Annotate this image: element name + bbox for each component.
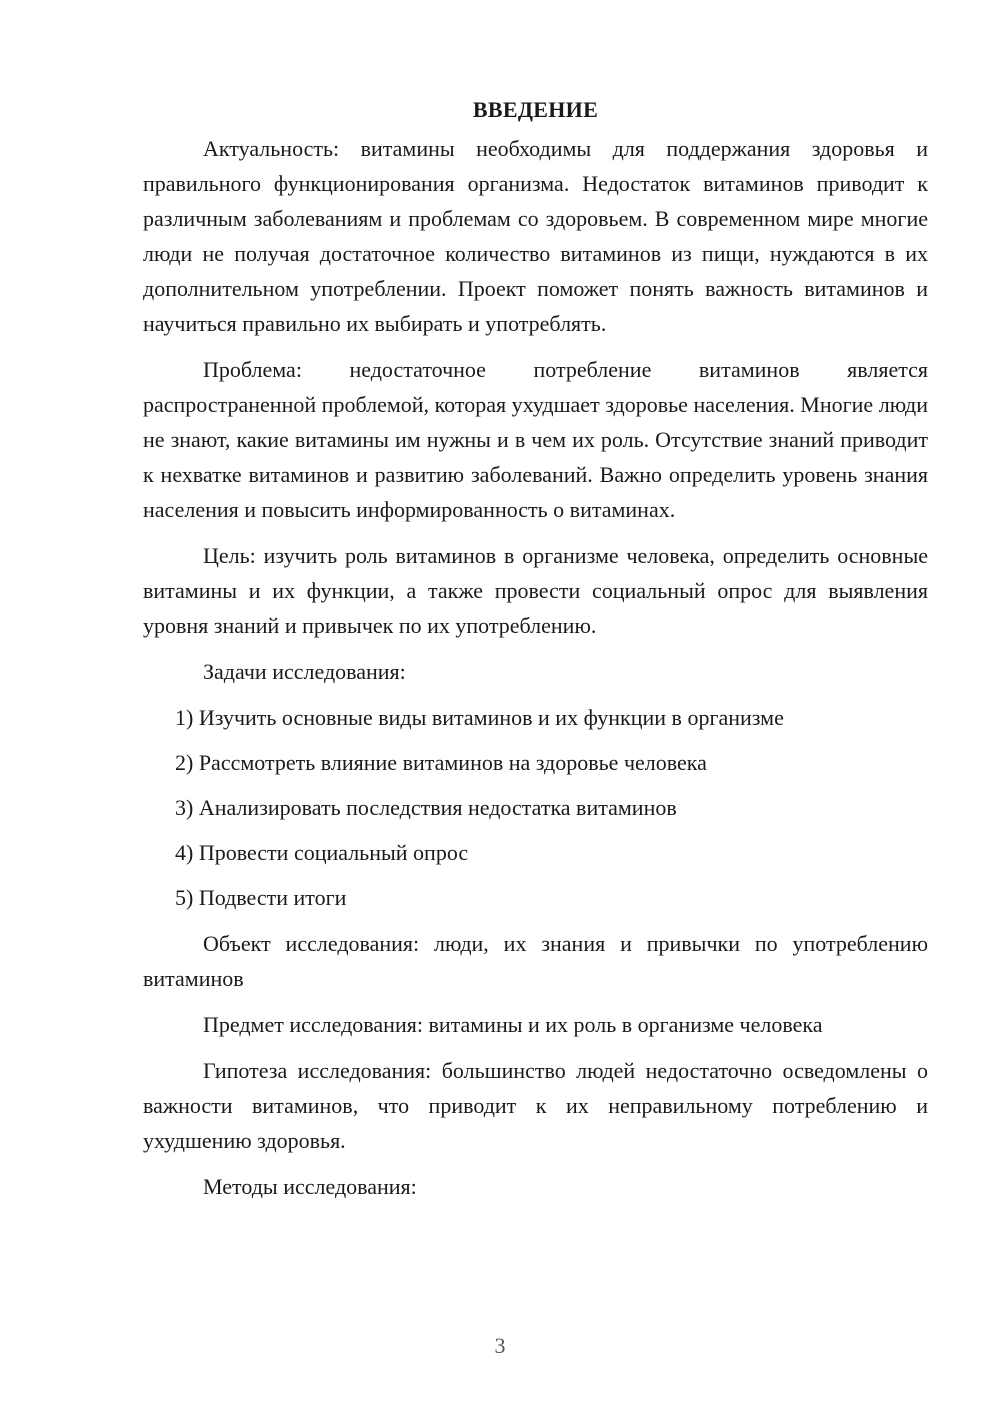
subject-paragraph: Предмет исследования: витамины и их роль в организме человека [203, 1012, 823, 1037]
list-item: 5) Подвести итоги [175, 885, 347, 910]
list-item: 1) Изучить основные виды витаминов и их функции в организме [175, 705, 784, 730]
list-item: 3) Анализировать последствия недостатка витаминов [175, 795, 677, 820]
tasks-heading: Задачи исследования: [203, 659, 406, 684]
methods-heading: Методы исследования: [203, 1174, 417, 1199]
page-number: 3 [494, 1333, 506, 1358]
goal-paragraph: Цель: изучить роль витаминов в организме человека, определить основные витамины и их функции, а также провести социальный опрос для выявления уровня знаний и привычек по их употреблению. [143, 543, 928, 638]
problem-paragraph: Проблема: недостаточное потребление витаминов является распространенной проблемой, которая ухудшает здоровье населения. Многие люди не знают, какие витамины им нужны и в чем их роль. Отсутствие знаний приводит к нехватке витаминов и развитию заболеваний. Важно определить уровень знания населения и повысить информированность о витаминах. [143, 357, 928, 522]
list-item: 4) Провести социальный опрос [175, 840, 469, 865]
list-item: 2) Рассмотреть влияние витаминов на здоровье человека [175, 750, 707, 775]
hypothesis-paragraph: Гипотеза исследования: большинство людей недостаточно осведомлены о важности витаминов, что приводит к их неправильному потреблению и ухудшению здоровья. [143, 1058, 928, 1153]
tasks-list [143, 700, 928, 915]
document-page [143, 92, 928, 1215]
relevance-paragraph: Актуальность: витамины необходимы для поддержания здоровья и правильного функционирования организма. Недостаток витаминов приводит к различным заболеваниям и проблемам со здоровьем. В современном мире многие люди не получая достаточное количество витаминов из пищи, нуждаются в их дополнительном употреблении. Проект поможет понять важность витаминов и научиться правильно их выбирать и употреблять. [143, 136, 928, 336]
page-title: ВВЕДЕНИЕ [472, 97, 599, 122]
object-paragraph: Объект исследования: люди, их знания и привычки по употреблению витаминов [143, 931, 928, 991]
